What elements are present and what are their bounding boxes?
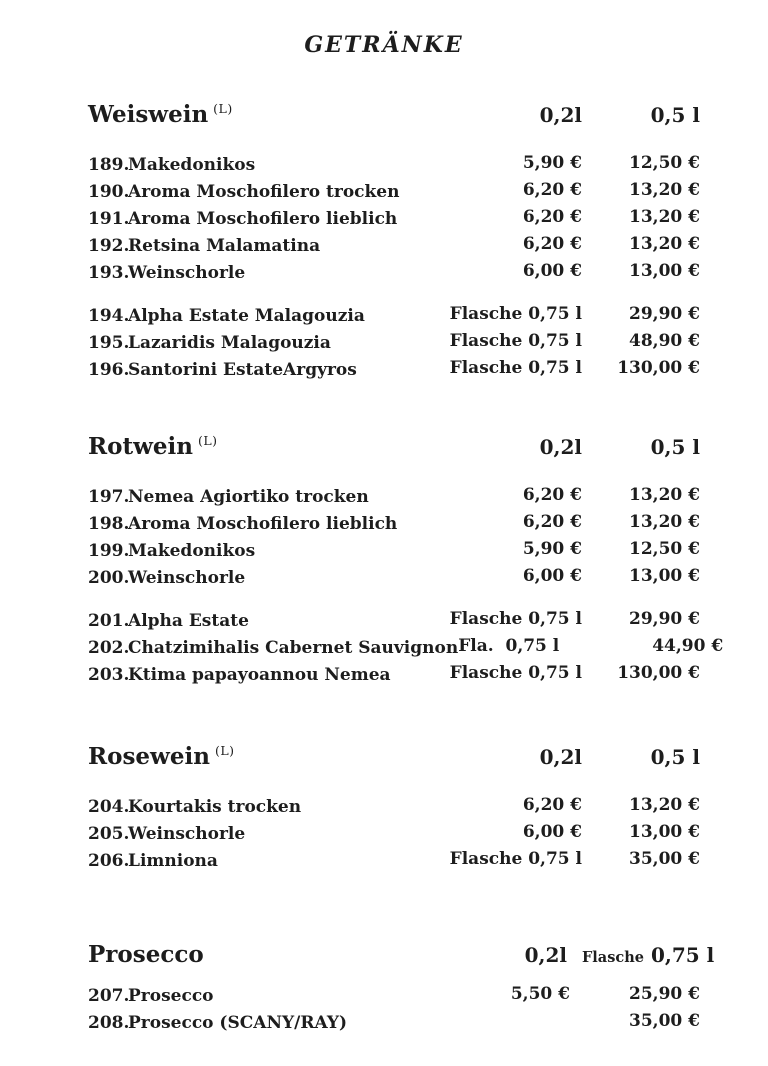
section-superscript: (L)	[197, 433, 218, 448]
section-rosewein	[88, 737, 700, 875]
menu-item-row	[88, 662, 700, 689]
section-title: Rotwein	[88, 433, 193, 460]
item-number: 189.	[88, 155, 130, 175]
section-title: Rosewein	[88, 743, 210, 770]
menu-item-row	[88, 357, 700, 384]
bottle-wine-group	[88, 608, 724, 689]
section-title: Weiswein	[88, 101, 209, 128]
item-number: 208.	[88, 1013, 130, 1033]
item-price-mid: 6,20 €	[522, 485, 582, 505]
item-name: Limniona	[128, 851, 218, 871]
item-number: 203.	[88, 665, 130, 685]
column-header-small-size: 0,2l	[539, 103, 582, 127]
item-price-right: 12,50 €	[629, 153, 700, 173]
item-price-right: 13,20 €	[629, 234, 700, 254]
item-number: 191.	[88, 209, 130, 229]
menu-item-row	[88, 233, 700, 260]
item-number: 199.	[88, 541, 130, 561]
menu-item-row	[88, 484, 700, 511]
item-number: 198.	[88, 514, 130, 534]
item-name: Chatzimihalis Cabernet Sauvignon	[128, 638, 459, 658]
item-name: Makedonikos	[128, 155, 256, 175]
item-price-right: 13,20 €	[629, 485, 700, 505]
section-rotwein	[88, 427, 724, 689]
section-header	[88, 737, 700, 774]
item-number: 196.	[88, 360, 130, 380]
bottle-size-label: Flasche	[582, 949, 644, 966]
menu-item-row	[88, 303, 700, 330]
item-name: Weinschorle	[128, 263, 246, 283]
menu-item-row	[88, 1010, 700, 1037]
item-price-mid: 6,00 €	[522, 261, 582, 281]
item-number: 201.	[88, 611, 130, 631]
item-price-mid: 6,20 €	[522, 234, 582, 254]
menu-item-row	[88, 821, 700, 848]
item-price-right: 29,90 €	[629, 609, 700, 629]
item-number: 206.	[88, 851, 130, 871]
item-name: Aroma Moschofilero lieblich	[128, 514, 398, 534]
column-header-large-size: 0,5 l	[650, 435, 700, 459]
section-weiswein	[88, 95, 700, 384]
item-price-mid: 6,00 €	[522, 822, 582, 842]
item-name: Weinschorle	[128, 568, 246, 588]
item-number: 192.	[88, 236, 130, 256]
item-price-right: 29,90 €	[629, 304, 700, 324]
item-number: 200.	[88, 568, 130, 588]
item-price-right: 48,90 €	[629, 331, 700, 351]
item-number: 194.	[88, 306, 130, 326]
item-name: Nemea Agiortiko trocken	[128, 487, 369, 507]
item-name: Aroma Moschofilero trocken	[128, 182, 400, 202]
item-price-mid: 6,00 €	[522, 566, 582, 586]
section-superscript: (L)	[214, 743, 235, 758]
menu-item-row	[88, 848, 700, 875]
menu-item-row	[88, 206, 700, 233]
column-header-large-size: 0,5 l	[650, 103, 700, 127]
item-name: Alpha Estate Malagouzia	[128, 306, 365, 326]
bottle-wine-group	[88, 303, 700, 384]
item-price-mid: 5,90 €	[522, 153, 582, 173]
menu-item-row	[88, 330, 700, 357]
item-number: 205.	[88, 824, 130, 844]
item-name: Santorini EstateArgyros	[128, 360, 357, 380]
item-name: Weinschorle	[128, 824, 246, 844]
section-superscript: (L)	[213, 101, 233, 116]
menu-item-row	[88, 179, 700, 206]
item-price-mid: 5,90 €	[522, 539, 582, 559]
item-bottle-size: Flasche 0,75 l	[449, 331, 582, 351]
item-price-right: 13,20 €	[629, 207, 700, 227]
item-price-mid: 6,20 €	[522, 207, 582, 227]
glass-wine-group	[88, 152, 700, 287]
item-price-right: 13,20 €	[629, 512, 700, 532]
item-bottle-size: Flasche 0,75 l	[449, 849, 582, 869]
item-bottle-size: Flasche 0,75 l	[449, 304, 582, 324]
column-header-small-size: 0,2l	[539, 745, 582, 769]
item-price-mid: 6,20 €	[522, 180, 582, 200]
menu-item-row	[88, 794, 700, 821]
menu-content	[88, 95, 724, 1037]
menu-item-row	[88, 260, 700, 287]
item-price-mid: 5,50 €	[510, 984, 570, 1004]
item-price-right: 25,90 €	[629, 984, 700, 1004]
section-header	[88, 427, 700, 464]
item-number: 190.	[88, 182, 130, 202]
item-price-right: 13,00 €	[629, 566, 700, 586]
menu-item-row	[88, 608, 700, 635]
menu-item-row	[88, 565, 700, 592]
item-price-right: 13,20 €	[629, 180, 700, 200]
item-name: Kourtakis trocken	[128, 797, 302, 817]
column-header-large-size: 0,5 l	[650, 745, 700, 769]
item-number: 193.	[88, 263, 130, 283]
section-prosecco	[88, 935, 715, 1037]
item-name: Makedonikos	[128, 541, 256, 561]
item-price-right: 130,00 €	[617, 663, 700, 683]
item-name: Retsina Malamatina	[128, 236, 321, 256]
item-price-right: 44,90 €	[652, 636, 724, 656]
menu-item-row	[88, 635, 724, 662]
item-name: Prosecco (SCANY/RAY)	[128, 1013, 347, 1033]
item-bottle-size: Flasche 0,75 l	[449, 358, 582, 378]
page-title: GETRÄNKE	[304, 32, 464, 58]
menu-item-row	[88, 538, 700, 565]
menu-item-row	[88, 511, 700, 538]
item-number: 197.	[88, 487, 130, 507]
column-header-small-size: 0,2l	[524, 943, 567, 967]
item-price-right: 35,00 €	[629, 1011, 700, 1031]
column-header-large-size: 0,75 l	[650, 943, 715, 967]
item-name: Aroma Moschofilero lieblich	[128, 209, 398, 229]
item-price-right: 13,00 €	[629, 822, 700, 842]
item-name: Ktima papayoannou Nemea	[128, 665, 391, 685]
item-price-right: 130,00 €	[617, 358, 700, 378]
item-price-right: 13,00 €	[629, 261, 700, 281]
item-price-mid: 6,20 €	[522, 795, 582, 815]
prosecco-group	[88, 983, 700, 1037]
glass-wine-group	[88, 794, 700, 875]
item-name: Lazaridis Malagouzia	[128, 333, 331, 353]
item-number: 195.	[88, 333, 130, 353]
item-price-right: 35,00 €	[629, 849, 700, 869]
item-number: 207.	[88, 986, 130, 1006]
section-title: Prosecco	[88, 941, 204, 968]
item-bottle-size: Flasche 0,75 l	[449, 663, 582, 683]
item-bottle-size: Fla. 0,75 l	[458, 636, 560, 656]
item-price-mid: 6,20 €	[522, 512, 582, 532]
item-price-right: 13,20 €	[629, 795, 700, 815]
menu-item-row	[88, 983, 700, 1010]
section-header	[88, 95, 700, 132]
item-name: Alpha Estate	[128, 611, 249, 631]
item-number: 202.	[88, 638, 130, 658]
item-bottle-size: Flasche 0,75 l	[449, 609, 582, 629]
item-number: 204.	[88, 797, 130, 817]
menu-item-row	[88, 152, 700, 179]
column-header-small-size: 0,2l	[539, 435, 582, 459]
item-name: Prosecco	[128, 986, 214, 1006]
section-header	[88, 935, 715, 972]
glass-wine-group	[88, 484, 700, 592]
item-price-right: 12,50 €	[629, 539, 700, 559]
